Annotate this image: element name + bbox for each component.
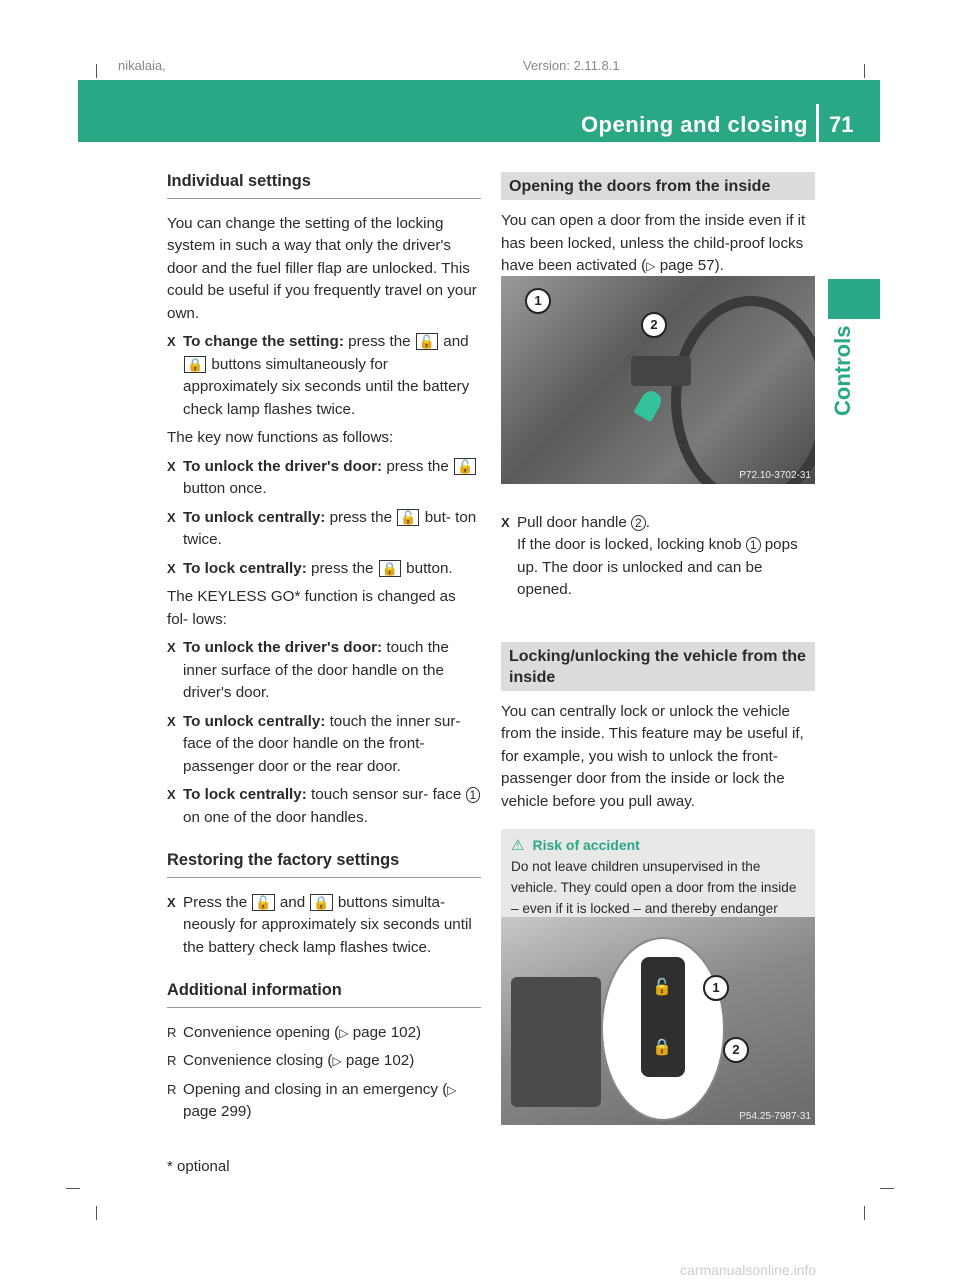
lock-switch-shape	[641, 957, 685, 1077]
side-tab-label: Controls	[830, 326, 855, 417]
watermark: carmanualsonline.info	[680, 1262, 817, 1278]
page-ref-icon: ▷	[339, 1025, 349, 1040]
additional-heading: Additional information	[167, 979, 481, 1008]
callout-1: 1	[525, 288, 551, 314]
crop-mark	[864, 64, 865, 78]
left-column	[167, 170, 481, 1124]
door-handle-photo	[501, 276, 815, 484]
unlock-icon: 🔓	[397, 509, 419, 526]
photo-code: P54.25-7987-31	[739, 1111, 811, 1122]
print-meta-right: Version: 2.11.8.1	[523, 58, 620, 73]
callout-1: 1	[703, 975, 729, 1001]
locking-heading: Locking/unlocking the vehicle from the inside	[501, 642, 815, 691]
link-convenience-closing[interactable]: R Convenience closing (▷ page 102)	[167, 1050, 481, 1073]
callout-1-ref: 1	[746, 537, 761, 553]
crop-mark	[880, 1188, 894, 1189]
warning-text: Do not leave children unsupervised in the vehicle. They could open a door from the inside – even if it is locked – and thereby endanger	[511, 859, 797, 916]
crop-mark	[96, 1206, 97, 1220]
key-functions-text: The key now functions as follows:	[167, 429, 394, 446]
link-emergency[interactable]: R Opening and closing in an emergency (▷ page 299)	[167, 1079, 481, 1124]
step-unlock-centrally: X To unlock centrally: press the 🔓 but- ton twice.	[167, 507, 481, 552]
step-pull-handle: X Pull door handle 2 . If the door is locked, locking knob 1 pops up. The door is unlocked and can be opened.	[501, 512, 815, 602]
warning-icon: ⚠	[511, 837, 525, 854]
page-number: 71	[829, 112, 854, 137]
lock-icon: 🔒	[652, 1039, 672, 1056]
opening-intro: You can open a door from the inside even if it has been locked, unless the child-proof locks have been activated (▷ page 57).	[501, 212, 806, 274]
step-keyless-unlock-centrally: X To unlock centrally: touch the inner sur- face of the door handle on the front- passenger door or the rear door.	[167, 711, 481, 779]
lock-buttons-photo	[501, 917, 815, 1125]
step-keyless-lock-centrally: X To lock centrally: touch sensor sur- face 1 on one of the door handles.	[167, 784, 481, 829]
steering-wheel-shape	[671, 296, 815, 484]
callout-2: 2	[723, 1037, 749, 1063]
unlock-icon: 🔓	[652, 979, 672, 996]
unlock-icon: 🔓	[454, 458, 476, 475]
callout-2-ref: 2	[631, 515, 646, 531]
footnote: * optional	[167, 1158, 230, 1175]
page-title: Opening and closing	[580, 112, 808, 137]
warning-title: Risk of accident	[532, 837, 640, 853]
lock-icon: 🔒	[310, 894, 332, 911]
unlock-icon: 🔓	[252, 894, 274, 911]
door-panel-shape	[511, 977, 601, 1107]
pull-arrow-icon	[633, 388, 664, 422]
individual-intro: You can change the setting of the locking system in such a way that only the driver's door and the fuel filler flap are unlocked. This could be useful if you frequently travel on your own.	[167, 214, 477, 322]
link-convenience-opening[interactable]: R Convenience opening (▷ page 102)	[167, 1022, 481, 1045]
step-restore: X Press the 🔓 and 🔒 buttons simulta- neously for approximately six seconds until the battery check lamp flashes twice.	[167, 892, 481, 960]
callout-1-ref: 1	[466, 787, 481, 803]
crop-mark	[96, 64, 97, 78]
door-handle-shape	[631, 356, 691, 386]
step-change-setting: X To change the setting: press the 🔓 and 🔒 buttons simultaneously for approximately six seconds until the battery check lamp flashes twice.	[167, 331, 481, 421]
unlock-icon: 🔓	[416, 333, 438, 350]
print-meta-left: nikalaia,	[118, 58, 166, 73]
lock-icon: 🔒	[379, 560, 401, 577]
step-unlock-driver-door: X To unlock the driver's door: press the 🔓 button once.	[167, 456, 481, 501]
photo-code: P72.10-3702-31	[739, 470, 811, 481]
keyless-intro: The KEYLESS GO* function is changed as fol- lows:	[167, 588, 456, 628]
header-separator	[816, 104, 819, 142]
side-tab	[828, 279, 880, 319]
opening-heading: Opening the doors from the inside	[501, 172, 815, 200]
crop-mark	[66, 1188, 80, 1189]
individual-settings-heading: Individual settings	[167, 170, 481, 199]
step-lock-centrally: X To lock centrally: press the 🔒 button.	[167, 558, 481, 581]
page-ref-icon: ▷	[447, 1082, 457, 1097]
callout-2: 2	[641, 312, 667, 338]
step-keyless-unlock-driver: X To unlock the driver's door: touch the inner surface of the door handle on the driver's door.	[167, 637, 481, 705]
restoring-heading: Restoring the factory settings	[167, 849, 481, 878]
page-ref-icon: ▷	[332, 1054, 342, 1068]
page-ref-icon: ▷	[646, 259, 656, 273]
lock-icon: 🔒	[184, 356, 206, 373]
locking-intro: You can centrally lock or unlock the vehicle from the inside. This feature may be useful if, for example, you wish to unlock the front- passenger door from the inside or lock the vehicle before you pull away.	[501, 702, 804, 810]
crop-mark	[864, 1206, 865, 1220]
